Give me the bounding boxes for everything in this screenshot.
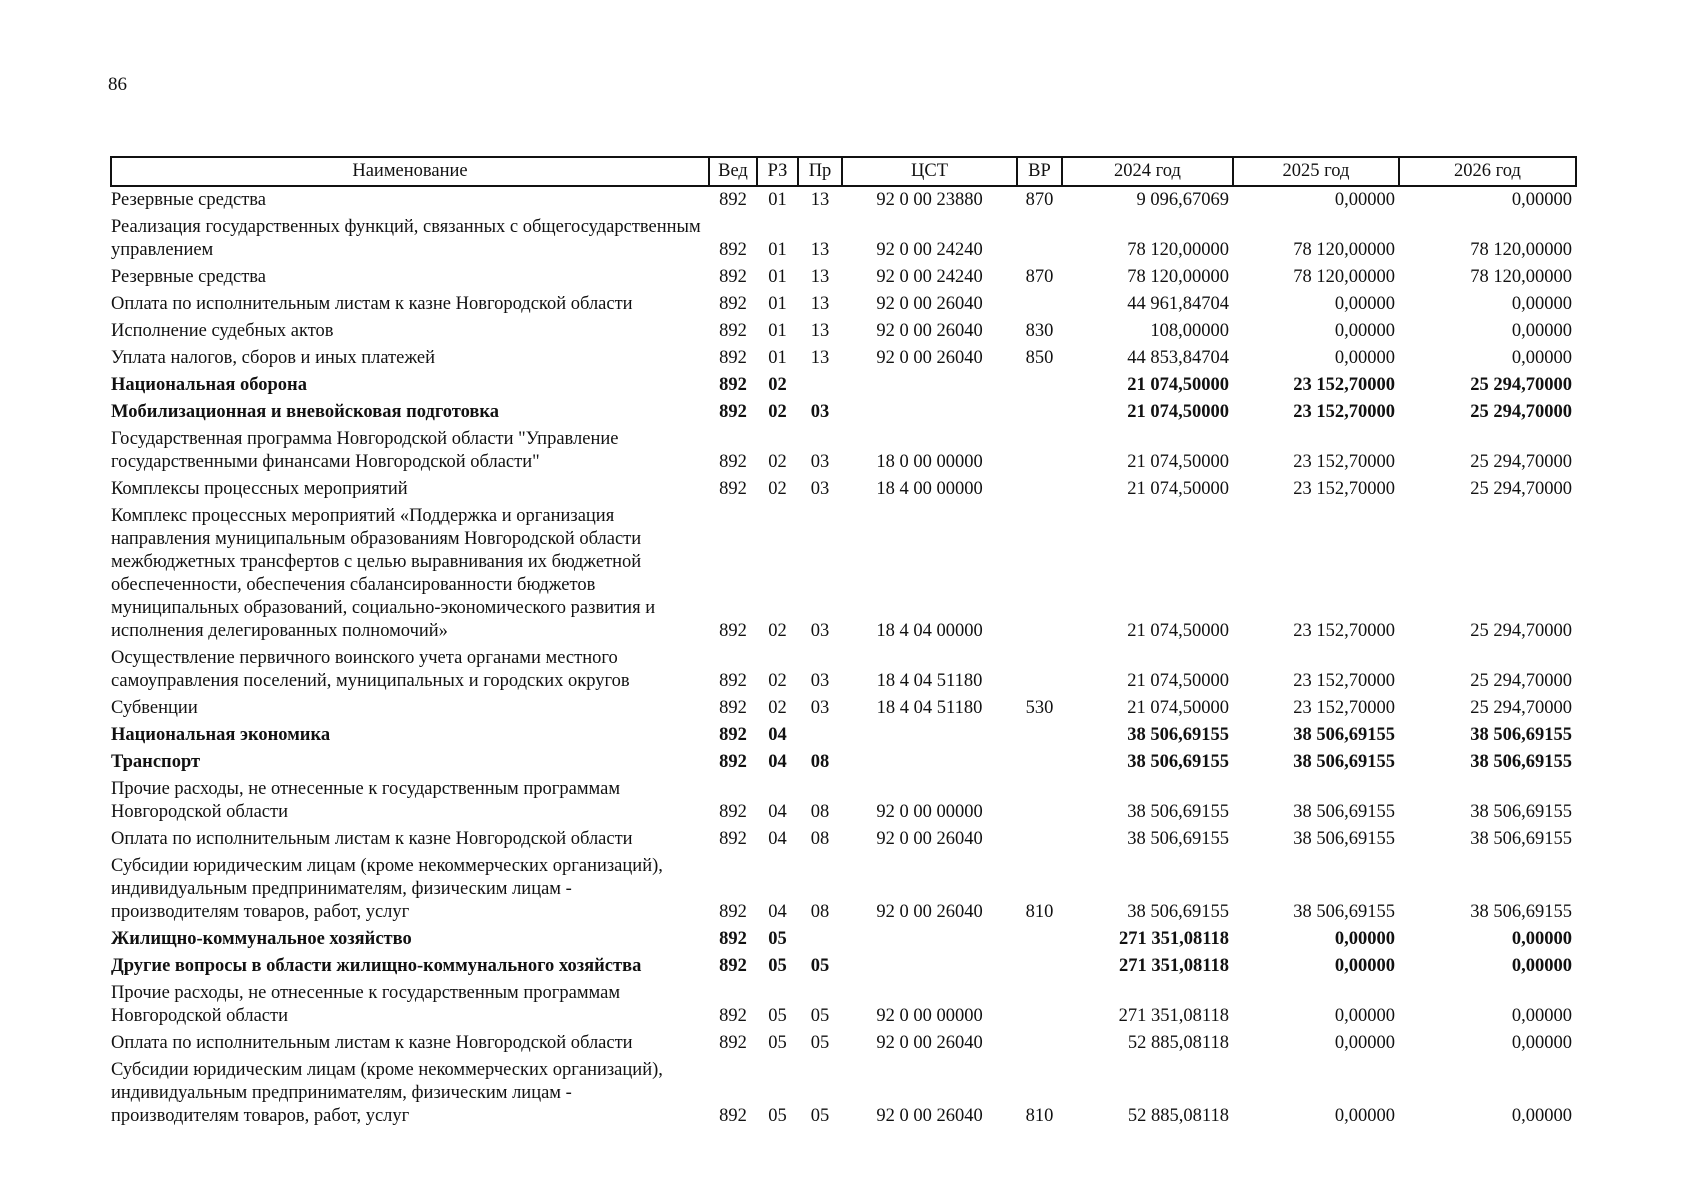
row-name-cell: Прочие расходы, не отнесенные к государственным программам Новгородской области [111, 779, 621, 822]
header-rz: РЗ [757, 157, 798, 186]
page-number: 86 [108, 74, 127, 95]
row-name-cell: Мобилизационная и вневойсковая подготовка [111, 402, 500, 422]
row-pr-cell: 03 [810, 698, 830, 718]
row-name-cell: Национальная оборона [111, 375, 307, 395]
row-2026-cell: 38 506,69155 [1470, 902, 1572, 922]
row-cst-cell [842, 399, 1017, 426]
table-row [111, 926, 1576, 953]
table-row [111, 186, 1576, 214]
row-pr-cell: 08 [810, 829, 830, 849]
row-name-cell: Прочие расходы, не отнесенные к государственным программам Новгородской области [111, 983, 621, 1026]
row-name-cell: Оплата по исполнительным листам к казне Новгородской области [111, 1033, 633, 1053]
row-name-cell: Оплата по исполнительным листам к казне Новгородской области [111, 829, 633, 849]
row-2025-cell: 23 152,70000 [1293, 621, 1395, 641]
row-pr-cell: 13 [810, 348, 830, 368]
row-2025-cell: 23 152,70000 [1293, 698, 1395, 718]
table-row [111, 1057, 1576, 1130]
row-ved-cell: 892 [719, 1006, 747, 1026]
row-ved-cell: 892 [719, 725, 747, 745]
row-2025-cell: 38 506,69155 [1293, 902, 1395, 922]
row-ved-cell: 892 [719, 1106, 747, 1126]
row-cst-cell: 92 0 00 26040 [876, 902, 983, 922]
row-name-cell: Другие вопросы в области жилищно-коммунального хозяйства [111, 956, 642, 976]
row-2026-cell: 25 294,70000 [1470, 698, 1572, 718]
row-pr-cell: 05 [810, 1106, 830, 1126]
row-2026-cell: 38 506,69155 [1470, 725, 1572, 745]
row-cst-cell: 18 4 00 00000 [876, 479, 983, 499]
row-2025-cell: 0,00000 [1334, 190, 1395, 210]
row-pr-cell: 08 [810, 902, 830, 922]
row-vr-cell: 810 [1025, 1106, 1054, 1126]
row-2026-cell: 25 294,70000 [1470, 621, 1572, 641]
table-row [111, 264, 1576, 291]
row-cst-cell: 92 0 00 26040 [876, 294, 983, 314]
row-pr-cell [798, 722, 842, 749]
row-vr-cell [1017, 476, 1062, 503]
row-name-cell: Национальная экономика [111, 725, 331, 745]
row-2026-cell: 0,00000 [1511, 190, 1572, 210]
row-ved-cell: 892 [719, 956, 747, 976]
row-2026-cell: 78 120,00000 [1470, 267, 1572, 287]
row-pr-cell: 13 [810, 240, 830, 260]
row-2026-cell: 0,00000 [1511, 1006, 1572, 1026]
header-cst: ЦСТ [842, 157, 1017, 186]
row-rz-cell: 04 [768, 802, 787, 822]
row-rz-cell: 01 [768, 294, 787, 314]
row-vr-cell [1017, 372, 1062, 399]
row-pr-cell: 03 [810, 671, 830, 691]
row-ved-cell: 892 [719, 267, 747, 287]
table-body [111, 186, 1576, 1130]
row-2025-cell: 23 152,70000 [1293, 452, 1395, 472]
row-pr-cell: 05 [810, 956, 830, 976]
row-cst-cell: 18 4 04 00000 [876, 621, 983, 641]
row-name-cell: Исполнение судебных актов [111, 321, 334, 341]
row-rz-cell: 02 [768, 452, 787, 472]
row-2024-cell: 21 074,50000 [1127, 375, 1229, 395]
table-row [111, 426, 1576, 476]
row-2026-cell: 38 506,69155 [1470, 752, 1572, 772]
row-2024-cell: 271 351,08118 [1118, 1006, 1229, 1026]
table-row [111, 372, 1576, 399]
table-row [111, 722, 1576, 749]
header-2024: 2024 год [1062, 157, 1233, 186]
table-row [111, 476, 1576, 503]
row-2025-cell: 0,00000 [1334, 348, 1395, 368]
row-cst-cell [842, 749, 1017, 776]
row-vr-cell [1017, 776, 1062, 826]
row-2024-cell: 38 506,69155 [1127, 802, 1229, 822]
row-2025-cell: 38 506,69155 [1293, 725, 1395, 745]
row-2025-cell: 38 506,69155 [1293, 829, 1395, 849]
row-vr-cell [1017, 926, 1062, 953]
row-vr-cell [1017, 749, 1062, 776]
row-2024-cell: 52 885,08118 [1127, 1033, 1229, 1053]
row-rz-cell: 02 [768, 479, 787, 499]
row-cst-cell [842, 372, 1017, 399]
row-cst-cell: 92 0 00 26040 [876, 348, 983, 368]
table-row [111, 645, 1576, 695]
row-vr-cell [1017, 214, 1062, 264]
row-2025-cell: 0,00000 [1334, 1106, 1395, 1126]
row-pr-cell [798, 926, 842, 953]
row-2024-cell: 21 074,50000 [1127, 671, 1229, 691]
row-ved-cell: 892 [719, 375, 747, 395]
row-2026-cell: 25 294,70000 [1470, 671, 1572, 691]
row-2024-cell: 52 885,08118 [1127, 1106, 1229, 1126]
row-cst-cell: 92 0 00 26040 [876, 829, 983, 849]
row-2025-cell: 23 152,70000 [1293, 671, 1395, 691]
row-vr-cell: 870 [1025, 267, 1054, 287]
row-vr-cell [1017, 645, 1062, 695]
row-name-cell: Транспорт [111, 752, 201, 772]
row-ved-cell: 892 [719, 671, 747, 691]
row-2026-cell: 0,00000 [1511, 321, 1572, 341]
row-2025-cell: 78 120,00000 [1293, 267, 1395, 287]
row-name-cell: Жилищно-коммунальное хозяйство [111, 929, 412, 949]
row-vr-cell [1017, 426, 1062, 476]
row-vr-cell [1017, 980, 1062, 1030]
row-2024-cell: 38 506,69155 [1127, 725, 1229, 745]
row-2024-cell: 271 351,08118 [1119, 929, 1229, 949]
row-2026-cell: 38 506,69155 [1470, 829, 1572, 849]
header-2026: 2026 год [1399, 157, 1576, 186]
row-pr-cell: 08 [810, 752, 830, 772]
row-name-cell: Комплекс процессных мероприятий «Поддержка и организация направления муниципальным образованиям Новгородской области межбюджетных трансфертов с целью выравнивания их бюджетной обеспеченности, обеспечения сбалансированности бюджетов муниципальных образований, социально-экономического развития и исполнения делегированных полномочий» [111, 506, 656, 641]
table-row [111, 399, 1576, 426]
row-2026-cell: 78 120,00000 [1470, 240, 1572, 260]
row-pr-cell: 03 [810, 402, 830, 422]
row-pr-cell: 05 [810, 1006, 830, 1026]
row-rz-cell: 01 [768, 348, 787, 368]
row-2024-cell: 38 506,69155 [1127, 902, 1229, 922]
row-2026-cell: 0,00000 [1511, 1106, 1572, 1126]
row-vr-cell: 810 [1025, 902, 1054, 922]
row-rz-cell: 05 [768, 1033, 787, 1053]
row-2026-cell: 0,00000 [1511, 929, 1572, 949]
table-row [111, 853, 1576, 926]
row-vr-cell [1017, 503, 1062, 645]
row-pr-cell: 13 [810, 321, 830, 341]
row-vr-cell [1017, 826, 1062, 853]
row-cst-cell: 92 0 00 24240 [876, 267, 983, 287]
row-2025-cell: 38 506,69155 [1293, 802, 1395, 822]
row-cst-cell: 18 4 04 51180 [876, 698, 983, 718]
header-vr: ВР [1017, 157, 1062, 186]
row-2026-cell: 38 506,69155 [1470, 802, 1572, 822]
row-vr-cell [1017, 399, 1062, 426]
row-name-cell: Субсидии юридическим лицам (кроме некоммерческих организаций), индивидуальным предпринимателям, физическим лицам - производителям товаров, работ, услуг [111, 856, 663, 922]
row-rz-cell: 04 [768, 725, 787, 745]
row-ved-cell: 892 [719, 452, 747, 472]
row-2025-cell: 0,00000 [1334, 321, 1395, 341]
row-2025-cell: 23 152,70000 [1293, 402, 1395, 422]
row-rz-cell: 01 [768, 267, 787, 287]
row-name-cell: Резервные средства [111, 267, 266, 287]
row-2024-cell: 21 074,50000 [1127, 452, 1229, 472]
row-ved-cell: 892 [719, 1033, 747, 1053]
row-rz-cell: 05 [768, 929, 787, 949]
row-ved-cell: 892 [719, 829, 747, 849]
row-pr-cell: 05 [810, 1033, 830, 1053]
row-2024-cell: 44 961,84704 [1127, 294, 1229, 314]
budget-table-container [110, 156, 1575, 1130]
row-rz-cell: 02 [768, 698, 787, 718]
row-rz-cell: 02 [768, 375, 787, 395]
row-vr-cell [1017, 953, 1062, 980]
row-2026-cell: 0,00000 [1511, 956, 1572, 976]
row-vr-cell: 830 [1025, 321, 1054, 341]
row-rz-cell: 01 [768, 321, 787, 341]
row-rz-cell: 01 [768, 240, 787, 260]
row-rz-cell: 05 [768, 956, 787, 976]
row-cst-cell: 92 0 00 26040 [876, 1033, 983, 1053]
row-2024-cell: 21 074,50000 [1127, 402, 1229, 422]
row-ved-cell: 892 [719, 294, 747, 314]
row-vr-cell [1017, 1030, 1062, 1057]
table-row [111, 345, 1576, 372]
row-ved-cell: 892 [719, 902, 747, 922]
row-rz-cell: 02 [768, 402, 787, 422]
row-2025-cell: 0,00000 [1334, 1033, 1395, 1053]
row-ved-cell: 892 [719, 929, 747, 949]
table-row [111, 291, 1576, 318]
row-pr-cell: 03 [810, 479, 830, 499]
row-2024-cell: 78 120,00000 [1127, 267, 1229, 287]
row-cst-cell: 92 0 00 26040 [876, 1106, 983, 1126]
row-rz-cell: 02 [768, 671, 787, 691]
row-2026-cell: 25 294,70000 [1470, 402, 1572, 422]
row-cst-cell: 18 4 04 51180 [876, 671, 983, 691]
row-2024-cell: 21 074,50000 [1127, 698, 1229, 718]
row-2024-cell: 44 853,84704 [1127, 348, 1229, 368]
row-2026-cell: 0,00000 [1511, 294, 1572, 314]
row-name-cell: Резервные средства [111, 190, 266, 210]
row-2024-cell: 38 506,69155 [1127, 829, 1229, 849]
row-2026-cell: 25 294,70000 [1470, 375, 1572, 395]
row-ved-cell: 892 [719, 348, 747, 368]
row-2025-cell: 23 152,70000 [1293, 479, 1395, 499]
row-cst-cell [842, 722, 1017, 749]
row-2026-cell: 0,00000 [1511, 1033, 1572, 1053]
row-pr-cell: 03 [810, 621, 830, 641]
row-cst-cell: 18 0 00 00000 [876, 452, 983, 472]
row-2024-cell: 9 096,67069 [1136, 190, 1229, 210]
row-cst-cell: 92 0 00 00000 [876, 802, 983, 822]
row-2025-cell: 0,00000 [1334, 956, 1395, 976]
row-ved-cell: 892 [719, 752, 747, 772]
row-name-cell: Субвенции [111, 698, 198, 718]
row-2024-cell: 108,00000 [1150, 321, 1229, 341]
row-2025-cell: 38 506,69155 [1293, 752, 1395, 772]
table-row [111, 503, 1576, 645]
row-pr-cell: 03 [810, 452, 830, 472]
row-2025-cell: 78 120,00000 [1293, 240, 1395, 260]
table-row [111, 826, 1576, 853]
table-row [111, 776, 1576, 826]
row-rz-cell: 04 [768, 902, 787, 922]
row-ved-cell: 892 [719, 240, 747, 260]
row-rz-cell: 04 [768, 752, 787, 772]
row-name-cell: Осуществление первичного воинского учета органами местного самоуправления поселений, муниципальных и городских округов [111, 648, 630, 691]
row-pr-cell: 08 [810, 802, 830, 822]
row-vr-cell: 530 [1025, 698, 1054, 718]
row-rz-cell: 05 [768, 1006, 787, 1026]
row-pr-cell: 13 [810, 190, 830, 210]
table-row [111, 749, 1576, 776]
row-vr-cell [1017, 291, 1062, 318]
row-ved-cell: 892 [719, 621, 747, 641]
row-2025-cell: 0,00000 [1334, 929, 1395, 949]
row-pr-cell: 13 [810, 267, 830, 287]
header-pr: Пр [798, 157, 842, 186]
row-ved-cell: 892 [719, 698, 747, 718]
row-2025-cell: 23 152,70000 [1293, 375, 1395, 395]
row-cst-cell: 92 0 00 00000 [876, 1006, 983, 1026]
header-2025: 2025 год [1233, 157, 1399, 186]
row-rz-cell: 02 [768, 621, 787, 641]
row-name-cell: Государственная программа Новгородской области "Управление государственными финансами Новгородской области" [111, 429, 619, 472]
row-2024-cell: 38 506,69155 [1127, 752, 1229, 772]
row-vr-cell [1017, 722, 1062, 749]
row-ved-cell: 892 [719, 802, 747, 822]
row-cst-cell: 92 0 00 23880 [876, 190, 983, 210]
row-pr-cell: 13 [810, 294, 830, 314]
row-vr-cell: 870 [1025, 190, 1054, 210]
row-name-cell: Субсидии юридическим лицам (кроме некоммерческих организаций), индивидуальным предпринимателям, физическим лицам - производителям товаров, работ, услуг [111, 1060, 663, 1126]
row-ved-cell: 892 [719, 190, 747, 210]
row-2026-cell: 0,00000 [1511, 348, 1572, 368]
row-cst-cell: 92 0 00 24240 [876, 240, 983, 260]
row-name-cell: Реализация государственных функций, связанных с общегосударственным управлением [111, 217, 701, 260]
row-cst-cell [842, 926, 1017, 953]
row-2025-cell: 0,00000 [1334, 294, 1395, 314]
row-ved-cell: 892 [719, 321, 747, 341]
row-2026-cell: 25 294,70000 [1470, 479, 1572, 499]
table-row [111, 1030, 1576, 1057]
row-vr-cell: 850 [1025, 348, 1054, 368]
row-cst-cell [842, 953, 1017, 980]
table-row [111, 695, 1576, 722]
table-row [111, 318, 1576, 345]
row-2024-cell: 78 120,00000 [1127, 240, 1229, 260]
table-row [111, 980, 1576, 1030]
row-2024-cell: 21 074,50000 [1127, 621, 1229, 641]
row-rz-cell: 01 [768, 190, 787, 210]
row-name-cell: Оплата по исполнительным листам к казне Новгородской области [111, 294, 633, 314]
row-ved-cell: 892 [719, 479, 747, 499]
row-ved-cell: 892 [719, 402, 747, 422]
table-header-row [111, 157, 1576, 186]
header-ved: Вед [709, 157, 757, 186]
row-2026-cell: 25 294,70000 [1470, 452, 1572, 472]
row-2024-cell: 271 351,08118 [1119, 956, 1229, 976]
row-pr-cell [798, 372, 842, 399]
row-rz-cell: 05 [768, 1106, 787, 1126]
header-name: Наименование [111, 157, 709, 186]
table-row [111, 214, 1576, 264]
row-name-cell: Уплата налогов, сборов и иных платежей [111, 348, 436, 368]
table-row [111, 953, 1576, 980]
budget-table [110, 156, 1577, 1130]
row-rz-cell: 04 [768, 829, 787, 849]
row-cst-cell: 92 0 00 26040 [876, 321, 983, 341]
row-2024-cell: 21 074,50000 [1127, 479, 1229, 499]
row-name-cell: Комплексы процессных мероприятий [111, 479, 408, 499]
row-2025-cell: 0,00000 [1334, 1006, 1395, 1026]
